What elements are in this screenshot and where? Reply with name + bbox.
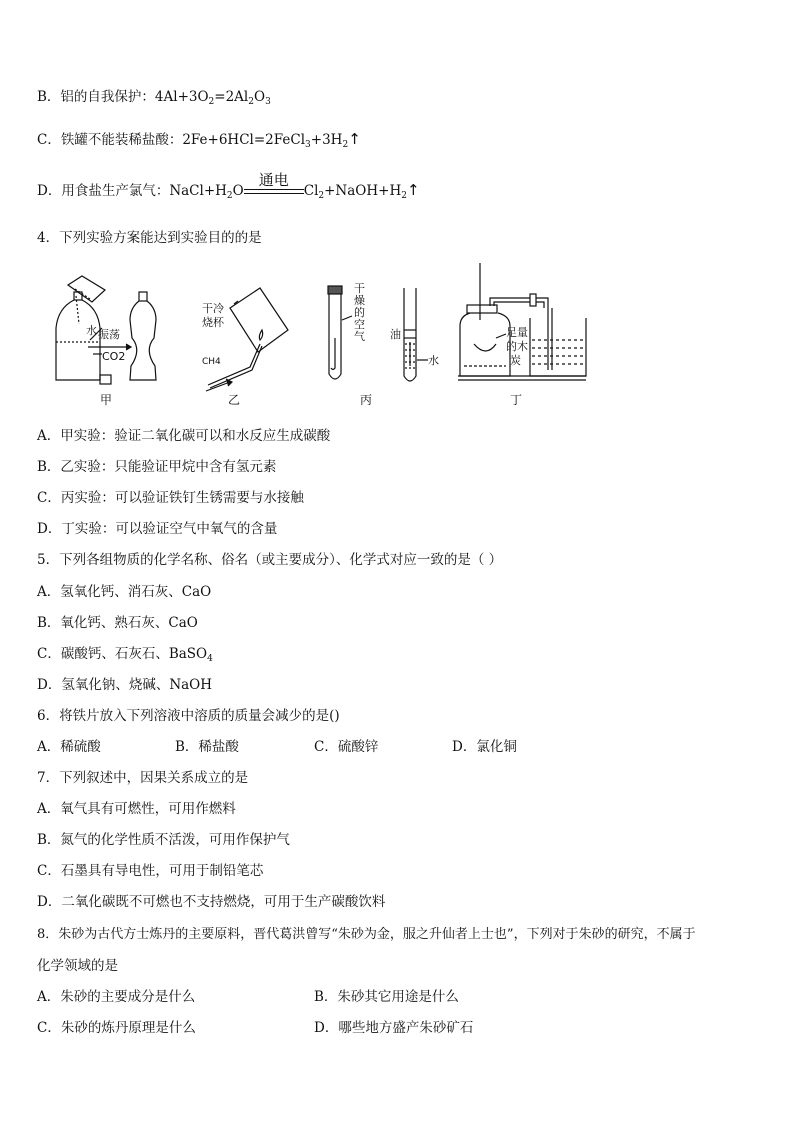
q6-option-c: C．硫酸锌 <box>314 739 379 755</box>
q4-option-b: B．乙实验：只能验证甲烷中含有氢元素 <box>37 459 277 475</box>
q7-option-b: B．氮气的化学性质不活泼，可用作保护气 <box>37 832 290 848</box>
q8-stem-line2: 化学领域的是 <box>37 958 118 974</box>
q7-stem: 7．下列叙述中，因果关系成立的是 <box>37 770 249 786</box>
q5-option-b: B．氧化钙、熟石灰、CaO <box>37 615 198 631</box>
inverted-beaker-icon <box>230 288 288 352</box>
label-dry-air-3: 的 <box>354 306 365 319</box>
label-shake: 振荡 <box>98 328 120 341</box>
q8-option-a: A．朱砂的主要成分是什么 <box>37 989 196 1005</box>
label-dry-air-5: 气 <box>354 330 365 343</box>
label-co2: CO2 <box>102 350 126 363</box>
label-charcoal-3: 炭 <box>510 354 521 367</box>
gas-jar-icon <box>458 263 586 380</box>
q3-option-b: B．铝的自我保护：$4Al+3O_2=2Al_2O_3$ <box>37 89 271 107</box>
test-tube-dry-icon <box>328 286 342 379</box>
q8-option-d: D．哪些地方盛产朱砂矿石 <box>314 1020 474 1036</box>
label-bing: 丙 <box>360 393 373 407</box>
q6-option-a: A．稀硫酸 <box>37 739 101 755</box>
q4-option-d: D．丁实验：可以验证空气中氧气的含量 <box>37 521 278 537</box>
label-water: 水 <box>86 324 97 337</box>
label-ch4: CH4 <box>202 357 221 367</box>
label-dry-air-1: 干 <box>354 282 365 295</box>
experiment-figure <box>30 258 600 414</box>
q7-option-a: A．氧气具有可燃性，可用作燃料 <box>37 801 236 817</box>
q6-option-b: B．稀盐酸 <box>175 739 239 755</box>
label-dry-air-2: 燥 <box>354 294 365 307</box>
q4-stem: 4．下列实验方案能达到实验目的的是 <box>37 230 262 246</box>
label-charcoal-1: 足量 <box>506 326 528 339</box>
label-water-2: 水 <box>428 354 439 367</box>
q8-stem-line1: 8．朱砂为古代方士炼丹的主要原料，晋代葛洪曾写“朱砂为金，服之升仙者上士也”，下列对于朱砂的研究，不属于 <box>37 927 696 942</box>
q5-option-d: D．氢氧化钠、烧碱、NaOH <box>37 677 213 693</box>
label-dry-air-4: 空 <box>354 318 365 331</box>
label-ding: 丁 <box>510 393 523 407</box>
label-jia: 甲 <box>100 393 113 407</box>
q5-stem: 5．下列各组物质的化学名称、俗名（或主要成分）、化学式对应一致的是（ ） <box>37 552 503 568</box>
deformed-bottle-icon <box>130 292 156 380</box>
q7-option-c: C．石墨具有导电性，可用于制铅笔芯 <box>37 863 264 879</box>
up-arrow-icon: ↑ <box>348 130 361 148</box>
q4-option-a: A．甲实验：验证二氧化碳可以和水反应生成碳酸 <box>37 428 331 444</box>
q7-option-d: D．二氧化碳既不可燃也不支持燃烧，可用于生产碳酸饮料 <box>37 894 386 910</box>
water-beaker-icon <box>530 308 586 376</box>
q8-option-c: C．朱砂的炼丹原理是什么 <box>37 1020 196 1036</box>
q4-option-c: C．丙实验：可以验证铁钉生锈需要与水接触 <box>37 490 304 506</box>
q3-option-c: C．铁罐不能装稀盐酸：$2Fe+6HCl=2FeCl_3+3H_2↑$ <box>37 130 361 150</box>
label-yi: 乙 <box>228 393 241 407</box>
q8-option-b: B．朱砂其它用途是什么 <box>314 989 459 1005</box>
q6-stem: 6．将铁片放入下列溶液中溶质的质量会减少的是() <box>37 708 340 724</box>
up-arrow-icon: ↑ <box>406 181 420 199</box>
q5-option-a: A．氢氧化钙、消石灰、CaO <box>37 584 212 600</box>
label-dry-cold-2: 烧杯 <box>202 316 224 329</box>
label-charcoal-2: 的木 <box>506 340 528 353</box>
q5-option-c: C．碳酸钙、石灰石、BaSO$_4$ <box>37 646 213 664</box>
test-tube-oil-water-icon <box>404 288 416 381</box>
q3-option-d: D．用食盐生产氯气：$NaCl+H_2O$ 通电 $Cl_2+NaOH+H_2↑$ <box>37 171 420 201</box>
label-dry-cold-1: 干冷 <box>202 302 224 315</box>
q6-option-d: D．氯化铜 <box>452 739 517 755</box>
label-oil: 油 <box>390 328 401 341</box>
